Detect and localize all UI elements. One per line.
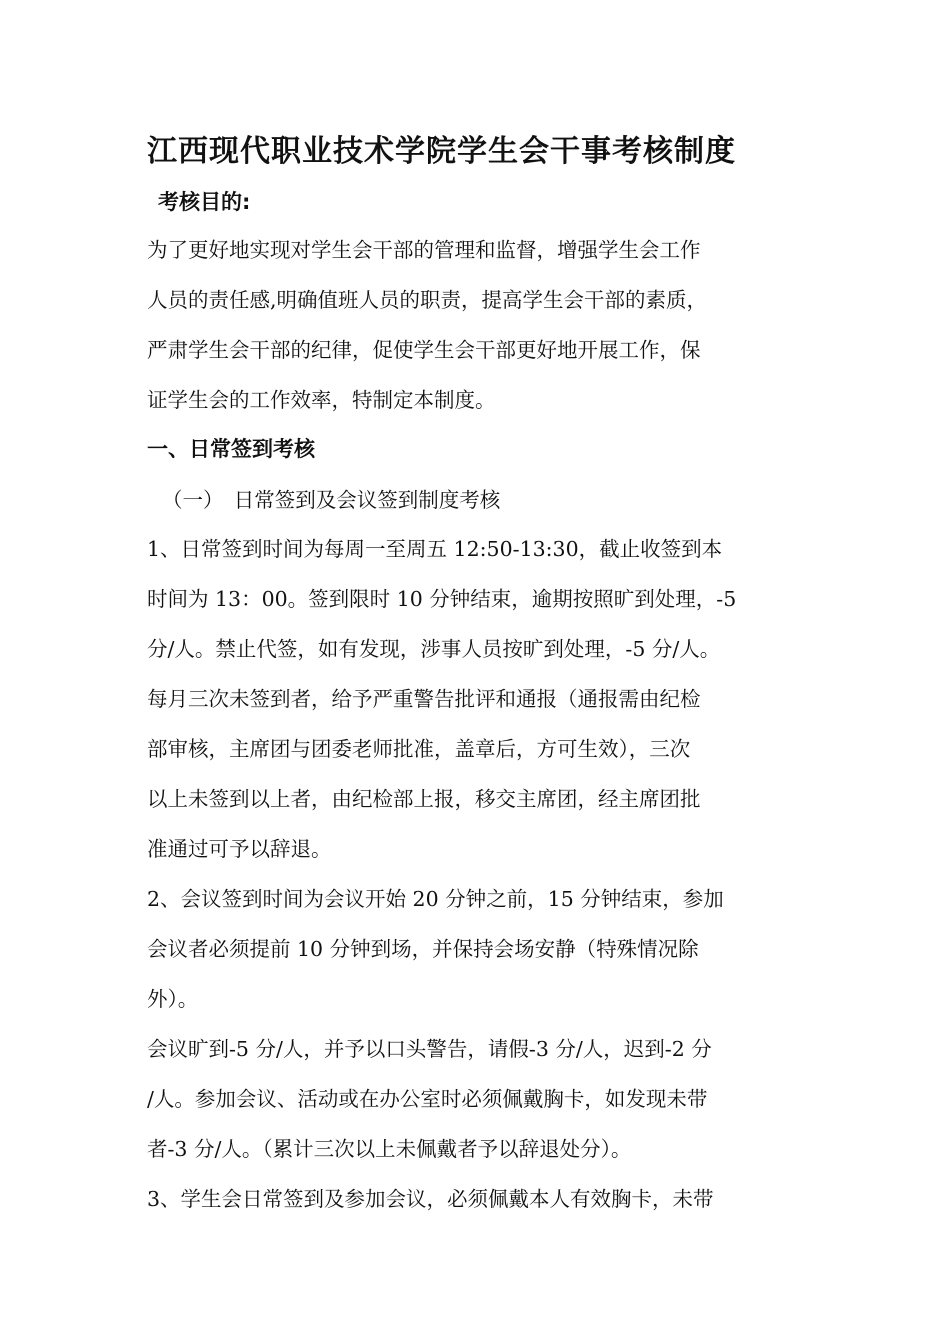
purpose-paragraph (147, 225, 837, 425)
paragraph-line: 2、会议签到时间为会议开始 20 分钟之前，15 分钟结束，参加 (147, 887, 724, 911)
paragraph-line: 会议旷到-5 分/人，并予以口头警告，请假-3 分/人，迟到-2 分 (147, 1037, 712, 1061)
paragraph-line: 时间为 13：00。签到限时 10 分钟结束，逾期按照旷到处理，-5 (147, 587, 737, 611)
document-title: 江西现代职业技术学院学生会干事考核制度 (147, 134, 736, 169)
section-heading: 一、日常签到考核 (147, 437, 315, 461)
paragraph-line: 人员的责任感,明确值班人员的职责，提高学生会干部的素质， (147, 288, 708, 312)
paragraph-line: 准通过可予以辞退。 (147, 837, 332, 861)
paragraph-line: 分/人。禁止代签，如有发现，涉事人员按旷到处理，-5 分/人。 (147, 637, 721, 661)
section-body (147, 524, 837, 1224)
paragraph-line: 为了更好地实现对学生会干部的管理和监督，增强学生会工作 (147, 238, 701, 262)
paragraph-line: /人。参加会议、活动或在办公室时必须佩戴胸卡，如发现未带 (147, 1087, 708, 1111)
paragraph-line: 1、日常签到时间为每周一至周五 12:50-13:30，截止收签到本 (147, 537, 723, 561)
purpose-heading: 考核目的: (158, 190, 251, 214)
paragraph-line: 以上未签到以上者，由纪检部上报，移交主席团，经主席团批 (147, 787, 701, 811)
paragraph-line: 部审核，主席团与团委老师批准，盖章后，方可生效），三次 (147, 737, 691, 761)
paragraph-line: 外）。 (147, 987, 199, 1011)
sub-heading: （一） 日常签到及会议签到制度考核 (162, 488, 501, 512)
paragraph-line: 会议者必须提前 10 分钟到场，并保持会场安静（特殊情况除 (147, 937, 699, 961)
paragraph-line: 者-3 分/人。（累计三次以上未佩戴者予以辞退处分）。 (147, 1137, 632, 1161)
paragraph-line: 每月三次未签到者，给予严重警告批评和通报（通报需由纪检 (147, 687, 701, 711)
paragraph-line: 3、学生会日常签到及参加会议，必须佩戴本人有效胸卡，未带 (147, 1187, 714, 1211)
paragraph-line: 证学生会的工作效率，特制定本制度。 (147, 388, 496, 412)
paragraph-line: 严肃学生会干部的纪律，促使学生会干部更好地开展工作，保 (147, 338, 701, 362)
